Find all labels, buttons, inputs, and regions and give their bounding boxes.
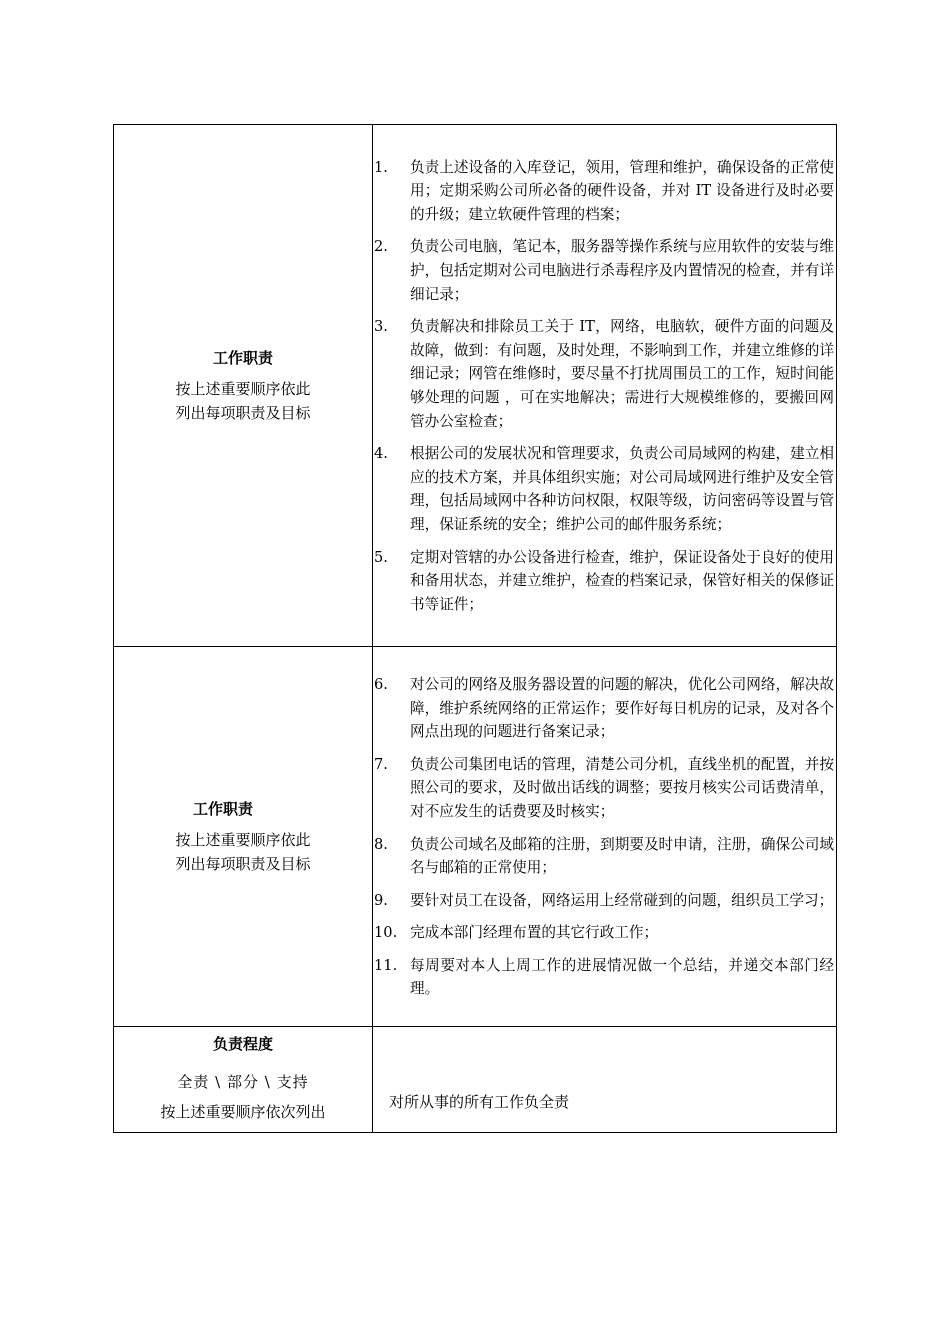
duties-label-cell: [114, 125, 373, 647]
duty-number: 9.: [374, 891, 388, 909]
duty-text: 定期对管辖的办公设备进行检查，维护，保证设备处于良好的使用和备用状态，并建立维护，检查的档案记录，保管好相关的保修证书等证件；: [410, 548, 834, 613]
duties-title: 工作职责: [212, 348, 273, 367]
duty-item: [373, 673, 836, 744]
duty-text: 负责公司电脑，笔记本，服务器等操作系统与应用软件的安装与维护，包括定期对公司电脑进行杀毒程序及内置情况的检查，并有详细记录；: [410, 238, 834, 303]
duties-subtitle-line: 按上述重要顺序依此: [175, 830, 311, 849]
responsibility-title: 负责程度: [212, 1034, 273, 1053]
duty-number: 7.: [374, 755, 388, 773]
duty-text: 负责上述设备的入库登记，领用，管理和维护，确保设备的正常使用；定期采购公司所必备的硬件设备，并对 IT 设备进行及时必要的升级；建立软硬件管理的档案；: [410, 158, 834, 223]
duty-text: 每周要对本人上周工作的进展情况做一个总结，并递交本部门经理。: [410, 956, 834, 998]
duties-subtitle-line: 按上述重要顺序依此: [175, 379, 311, 398]
duties-list: [373, 151, 836, 621]
responsibility-label-cell: [114, 1027, 373, 1133]
duty-item: [373, 546, 836, 617]
duties-row-2: [114, 647, 837, 1027]
duty-number: 1.: [374, 158, 388, 176]
duty-item: [373, 921, 836, 945]
duty-text: 负责公司域名及邮箱的注册，到期要及时申请，注册，确保公司域名与邮箱的正常使用；: [410, 835, 834, 877]
duties-subtitle-line: 列出每项职责及目标: [175, 403, 311, 422]
duty-number: 6.: [374, 675, 388, 693]
responsibility-content: 对所从事的所有工作负全责: [389, 1093, 570, 1111]
duty-item: [373, 889, 836, 913]
duty-number: 8.: [374, 835, 388, 853]
job-description-table: [113, 124, 837, 1133]
responsibility-content-cell: [373, 1027, 837, 1133]
duty-item: [373, 315, 836, 433]
duty-number: 10.: [374, 924, 398, 942]
duty-text: 负责解决和排除员工关于 IT，网络，电脑软，硬件方面的问题及故障，做到：有问题，及时处理，不影响到工作，并建立维修的详细记录；网管在维修时，要尽量不打扰周围员工的工作，短时间能够处理的问题 ，可在实地解决；需进行大规模维修的，要搬回网管办公室检查；: [410, 318, 834, 430]
duty-text: 要针对员工在设备，网络运用上经常碰到的问题，组织员工学习；: [410, 891, 834, 909]
duties-list: [373, 668, 836, 1005]
duty-number: 5.: [374, 548, 388, 566]
duties-title: 工作职责: [192, 799, 253, 818]
duty-item: [373, 235, 836, 306]
duty-item: [373, 156, 836, 227]
duties-content-cell: [373, 647, 837, 1027]
responsibility-order-note: 按上述重要顺序依次列出: [160, 1102, 326, 1121]
duties-row-1: [114, 125, 837, 647]
responsibility-row: [114, 1027, 837, 1133]
duty-text: 根据公司的发展状况和管理要求，负责公司局域网的构建，建立相应的技术方案，并具体组织实施；对公司局域网进行维护及安全管理，包括局域网中各种访问权限，权限等级，访问密码等设置与管理，保证系统的安全；维护公司的邮件服务系统；: [410, 445, 834, 533]
duty-item: [373, 954, 836, 1001]
responsibility-levels: 全责 \ 部分 \ 支持: [177, 1072, 309, 1091]
duty-text: 对公司的网络及服务器设置的问题的解决，优化公司网络，解决故障，维护系统网络的正常运作；要作好每日机房的记录，及对各个网点出现的问题进行备案记录；: [410, 675, 834, 741]
duty-item: [373, 753, 836, 824]
duties-subtitle-line: 列出每项职责及目标: [175, 854, 311, 873]
duty-number: 3.: [374, 318, 388, 336]
duties-content-cell: [373, 125, 837, 647]
duty-number: 11.: [374, 956, 398, 974]
duty-item: [373, 442, 836, 536]
duty-number: 4.: [374, 445, 388, 463]
duty-text: 完成本部门经理布置的其它行政工作；: [410, 924, 659, 942]
duty-text: 负责公司集团电话的管理，清楚公司分机，直线坐机的配置，并按照公司的要求，及时做出话线的调整；要按月核实公司话费清单，对不应发生的话费要及时核实；: [410, 755, 834, 820]
duties-label-cell: [114, 647, 373, 1027]
duty-item: [373, 833, 836, 880]
duty-number: 2.: [374, 238, 388, 256]
